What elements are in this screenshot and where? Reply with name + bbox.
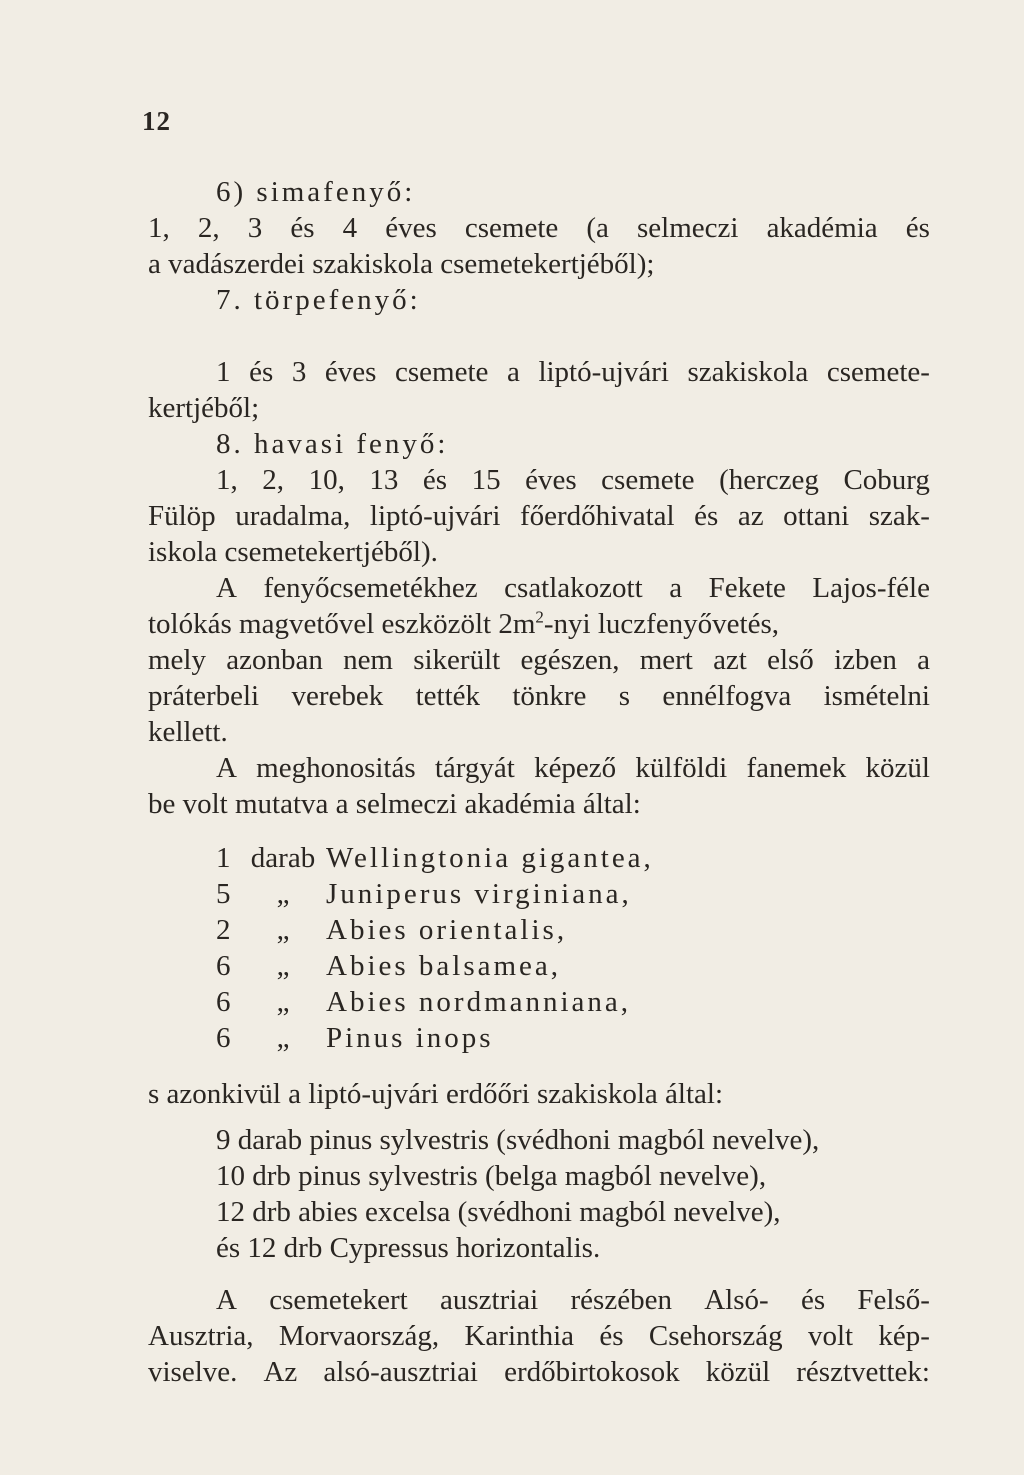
item-unit: darab xyxy=(250,842,316,874)
heading-torpefenyo: 7. törpefenyő: xyxy=(216,284,421,316)
text-line: viselve. Az alsó-ausztriai erdőbirtokosok közül résztvettek: xyxy=(148,1356,930,1388)
list-item xyxy=(216,984,631,1020)
species-name: Pinus inops xyxy=(326,1022,494,1054)
text-line: A fenyőcsemetékhez csatlakozott a Fekete Lajos-féle xyxy=(216,572,930,604)
text-line: a vadászerdei szakiskola csemetekertjéből); xyxy=(148,248,655,280)
species-name: Wellingtonia gigantea, xyxy=(326,842,654,874)
list-item xyxy=(216,840,654,876)
species-name: Juniperus virginiana, xyxy=(326,878,632,910)
text-line: iskola csemetekertjéből). xyxy=(148,536,438,568)
heading-havasi-fenyo: 8. havasi fenyő: xyxy=(216,428,449,460)
list-item xyxy=(216,948,561,984)
species-name: Abies nordmanniana, xyxy=(326,986,632,1018)
item-count: 1 xyxy=(216,842,231,874)
item-unit: „ xyxy=(276,914,290,946)
list-item: 9 darab pinus sylvestris (svédhoni magból nevelve), xyxy=(216,1124,820,1156)
heading-simafenyo: 6) simafenyő: xyxy=(216,176,416,208)
item-count: 6 xyxy=(216,1022,231,1054)
text-line: 1, 2, 3 és 4 éves csemete (a selmeczi akadémia és xyxy=(148,212,930,244)
text-line: A meghonositás tárgyát képező külföldi fanemek közül xyxy=(216,752,930,784)
text-line: s azonkivül a liptó-ujvári erdőőri szakiskola által: xyxy=(148,1078,724,1110)
item-unit: „ xyxy=(276,1022,290,1054)
item-count: 5 xyxy=(216,878,231,910)
item-unit: „ xyxy=(276,878,290,910)
text-fragment: tolókás magvetővel eszközölt 2m xyxy=(148,608,536,640)
text-line: Ausztria, Morvaország, Karinthia és Csehország volt kép- xyxy=(148,1320,930,1352)
list-item xyxy=(216,876,632,912)
text-line: kellett. xyxy=(148,716,228,748)
list-item xyxy=(216,912,567,948)
text-line: kertjéből; xyxy=(148,392,260,424)
species-name: Abies balsamea, xyxy=(326,950,562,982)
text-line: Fülöp uradalma, liptó-ujvári főerdőhivatal és az ottani szak- xyxy=(148,500,930,532)
text-line: mely azonban nem sikerült egészen, mert azt első izben a xyxy=(148,644,930,676)
text-line: A csemetekert ausztriai részében Alsó- és Felső- xyxy=(216,1284,930,1316)
list-item: és 12 drb Cypressus horizontalis. xyxy=(216,1232,601,1264)
species-name: Abies orientalis, xyxy=(326,914,568,946)
text-line: be volt mutatva a selmeczi akadémia által: xyxy=(148,788,641,820)
item-count: 6 xyxy=(216,950,231,982)
item-count: 2 xyxy=(216,914,231,946)
superscript: 2 xyxy=(535,607,544,627)
text-line: 1 és 3 éves csemete a liptó-ujvári szakiskola csemete- xyxy=(216,356,930,388)
page-number: 12 xyxy=(142,106,171,136)
text-line-with-superscript xyxy=(148,606,930,642)
list-item: 12 drb abies excelsa (svédhoni magból nevelve), xyxy=(216,1196,781,1228)
list-item: 10 drb pinus sylvestris (belga magból nevelve), xyxy=(216,1160,767,1192)
text-fragment: -nyi luczfenyővetés, xyxy=(543,608,780,640)
text-line: práterbeli verebek tették tönkre s ennélfogva ismételni xyxy=(148,680,930,712)
text-line: 1, 2, 10, 13 és 15 éves csemete (herczeg Coburg xyxy=(216,464,930,496)
item-unit: „ xyxy=(276,986,290,1018)
list-item xyxy=(216,1020,494,1056)
item-unit: „ xyxy=(276,950,290,982)
item-count: 6 xyxy=(216,986,231,1018)
